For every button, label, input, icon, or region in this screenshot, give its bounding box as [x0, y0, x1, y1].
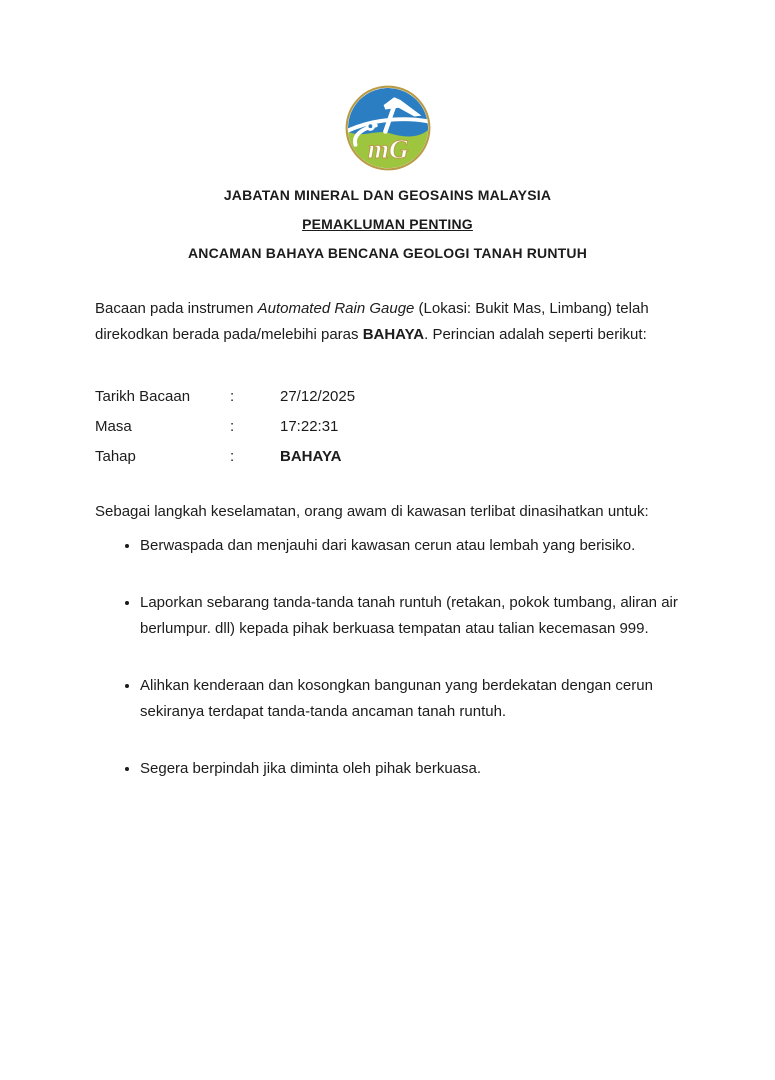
document-headings	[0, 187, 775, 262]
advisory-lead: Sebagai langkah keselamatan, orang awam di kawasan terlibat dinasihatkan untuk:	[95, 503, 649, 520]
detail-label-date: Tarikh Bacaan	[95, 387, 191, 405]
advisory-item-4: • Segera berpindah jika diminta oleh pihak berkuasa.	[140, 756, 700, 782]
reading-details	[95, 381, 775, 471]
detail-separator: :	[230, 447, 235, 465]
detail-separator: :	[230, 417, 235, 435]
detail-row-level	[95, 441, 775, 471]
detail-row-time	[95, 411, 775, 441]
intro-segment: . Perincian adalah seperti berikut:	[424, 326, 647, 343]
advisory-item-1: • Berwaspada dan menjauhi dari kawasan cerun atau lembah yang berisiko.	[140, 533, 700, 559]
subject-line: ANCAMAN BAHAYA BENCANA GEOLOGI TANAH RUNTUH	[187, 245, 588, 261]
intro-segment: BAHAYA	[362, 326, 425, 343]
logo-letters: mG	[367, 133, 409, 164]
intro-paragraph	[95, 296, 690, 348]
intro-segment: Bacaan pada instrumen	[95, 300, 258, 317]
detail-row-date	[95, 381, 775, 411]
jmg-logo-icon	[344, 84, 432, 172]
intro-segment: Automated Rain Gauge	[257, 300, 415, 317]
notice-title: PEMAKLUMAN PENTING	[302, 216, 473, 232]
advisory-list	[95, 533, 700, 782]
intro-segment: (Lokasi: Bukit Mas, Limbang) telah direkodkan berada pada/melebihi paras	[95, 300, 649, 343]
detail-value-time: 17:22:31	[280, 417, 339, 435]
detail-value-date: 27/12/2025	[280, 387, 356, 405]
logo-container	[0, 0, 775, 172]
org-name: JABATAN MINERAL DAN GEOSAINS MALAYSIA	[223, 187, 552, 203]
detail-label-time: Masa	[95, 417, 132, 435]
advisory-item-2: • Laporkan sebarang tanda-tanda tanah runtuh (retakan, pokok tumbang, aliran air berlumpur. dll) kepada pihak berkuasa tempatan atau talian kecemasan 999.	[140, 590, 700, 642]
advisory-item-3: • Alihkan kenderaan dan kosongkan bangunan yang berdekatan dengan cerun sekiranya terdapat tanda-tanda ancaman tanah runtuh.	[140, 673, 700, 725]
detail-separator: :	[230, 387, 235, 405]
detail-label-level: Tahap	[95, 447, 136, 465]
detail-value-level: BAHAYA	[280, 447, 342, 465]
